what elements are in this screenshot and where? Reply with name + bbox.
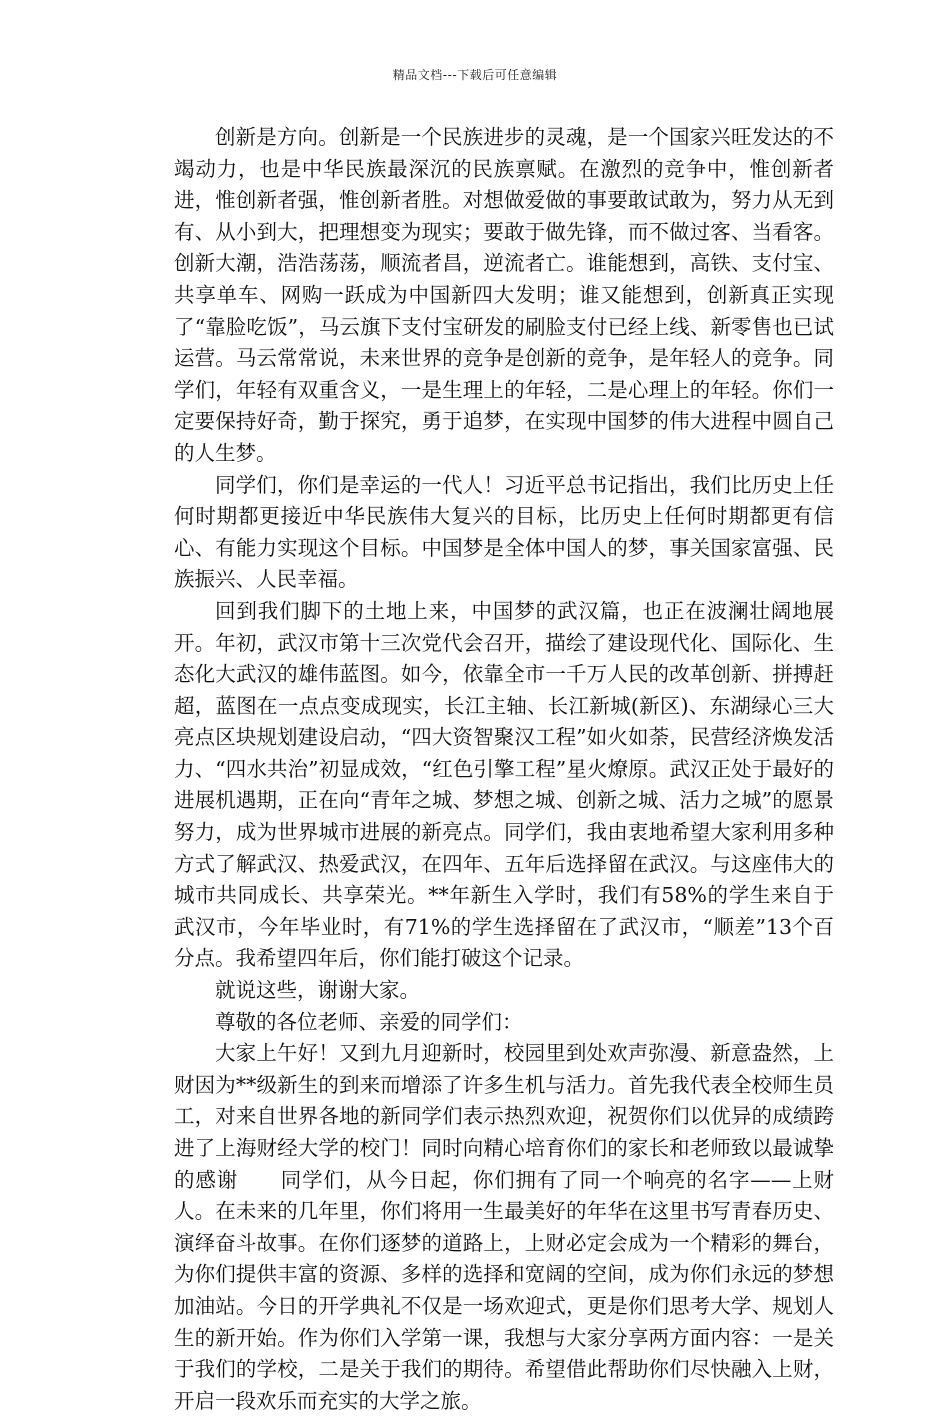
paragraph-wuhan: 回到我们脚下的土地上来，中国梦的武汉篇，也正在波澜壮阔地展开。年初，武汉市第十三次党代会召开，描绘了建设现代化、国际化、生态化大武汉的雄伟蓝图。如今，依靠全市一千万人民的改革创新、拼搏赶超，蓝图在一点点变成现实，长江主轴、长江新城(新区)、东湖绿心三大亮点区块规划建设启动，“四大资智聚汉工程”如火如荼，民营经济焕发活力、“四水共治”初显成效，“红色引擎工程”星火燎原。武汉正处于最好的进展机遇期，正在向“青年之城、梦想之城、创新之城、活力之城”的愿景努力，成为世界城市进展的新亮点。同学们，我由衷地希望大家利用多种方式了解武汉、热爱武汉，在四年、五年后选择留在武汉。与这座伟大的城市共同成长、共享荣光。**年新生入学时，我们有58%的学生来自于武汉市，今年毕业时，有71%的学生选择留在了武汉市，“顺差”13个百分点。我希望四年后，你们能打破这个记录。 <box>174 598 834 971</box>
paragraph-welcome: 大家上午好！又到九月迎新时，校园里到处欢声弥漫、新意盎然，上财因为**级新生的到来而增添了许多生机与活力。首先我代表全校师生员工，对来自世界各地的新同学们表示热烈欢迎，祝贺你们以优异的成绩跨进了上海财经大学的校门！同时向精心培育你们的家长和老师致以最诚挚的感谢 同学们，从今日起，你们拥有了同一个响亮的名字——上财人。在未来的几年里，你们将用一生最美好的年华在这里书写青春历史、演绎奋斗故事。在你们逐梦的道路上，上财必定会成为一个精彩的舞台，为你们提供丰富的资源、多样的选择和宽阔的空间，成为你们永远的梦想加油站。今日的开学典礼不仅是一场欢迎式，更是你们思考大学、规划人生的新开始。作为你们入学第一课，我想与大家分享两方面内容：一是关于我们的学校，二是关于我们的期待。希望借此帮助你们尽快融入上财，开启一段欢乐而充实的大学之旅。 <box>174 1041 834 1413</box>
page-header: 精品文档---下载后可任意编辑 <box>392 68 558 82</box>
paragraph-innovation: 创新是方向。创新是一个民族进步的灵魂，是一个国家兴旺发达的不竭动力，也是中华民族最深沉的民族禀赋。在激烈的竞争中，惟创新者进，惟创新者强，惟创新者胜。对想做爱做的事要敢试敢为，努力从无到有、从小到大，把理想变为现实；要敢于做先锋，而不做过客、当看客。创新大潮，浩浩荡荡，顺流者昌，逆流者亡。谁能想到，高铁、支付宝、共享单车、网购一跃成为中国新四大发明；谁又能想到，创新真正实现了“靠脸吃饭”，马云旗下支付宝研发的刷脸支付已经上线、新零售也已试运营。马云常常说，未来世界的竞争是创新的竞争，是年轻人的竞争。同学们，年轻有双重含义，一是生理上的年轻，二是心理上的年轻。你们一定要保持好奇，勤于探究，勇于追梦，在实现中国梦的伟大进程中圆自己的人生梦。 <box>174 125 834 465</box>
document-body <box>174 122 834 1417</box>
paragraph-lucky-generation: 同学们，你们是幸运的一代人！习近平总书记指出，我们比历史上任何时期都更接近中华民族伟大复兴的目标，比历史上任何时期都更有信心、有能力实现这个目标。中国梦是全体中国人的梦，事关国家富强、民族振兴、人民幸福。 <box>174 472 834 592</box>
paragraph-salutation: 尊敬的各位老师、亲爱的同学们： <box>215 1009 523 1034</box>
paragraph-closing: 就说这些，谢谢大家。 <box>215 978 420 1003</box>
